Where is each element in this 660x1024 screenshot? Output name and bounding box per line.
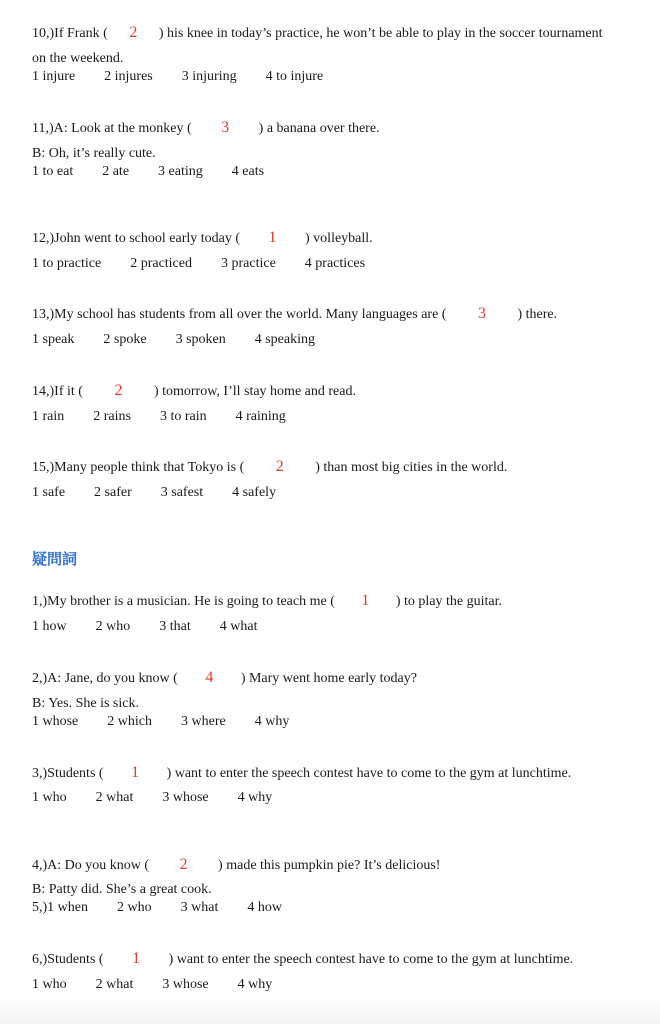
question-continuation: on the weekend. — [32, 51, 124, 66]
option: 5,)1 when — [32, 900, 88, 915]
question-suffix: ) his knee in today’s practice, he won’t be able to play in the soccer tournament — [158, 26, 603, 41]
option: 2 which — [107, 714, 152, 729]
question-suffix: ) a banana over there. — [258, 121, 380, 136]
option: 2 what — [95, 790, 134, 805]
options-row — [32, 484, 305, 502]
question-suffix: ) than most big cities in the world. — [315, 460, 508, 475]
option: 1 who — [32, 790, 67, 805]
option: 4 safely — [232, 485, 277, 500]
answer-number: 3 — [221, 119, 230, 136]
answer-number: 1 — [132, 950, 141, 967]
question-prefix: 13,)My school has students from all over the world. Many languages are ( — [32, 307, 447, 322]
question-prefix: 11,)A: Look at the monkey ( — [32, 121, 192, 136]
option: 3 injuring — [181, 69, 237, 84]
question-1 — [32, 592, 502, 611]
question-11 — [32, 119, 380, 138]
answer-number: 1 — [131, 764, 140, 781]
question-continuation: B: Patty did. She’s a great cook. — [32, 882, 212, 897]
option: 1 to eat — [32, 164, 74, 179]
option: 4 to injure — [265, 69, 324, 84]
option: 4 how — [247, 900, 282, 915]
question-14 — [32, 382, 356, 401]
question-suffix: ) made this pumpkin pie? It’s delicious! — [218, 858, 441, 873]
question-prefix: 4,)A: Do you know ( — [32, 858, 150, 873]
option: 3 spoken — [175, 332, 226, 347]
option: 3 safest — [160, 485, 204, 500]
question-3 — [32, 764, 571, 783]
question-6 — [32, 950, 573, 969]
question-prefix: 14,)If it ( — [32, 384, 83, 399]
option: 4 eats — [231, 164, 265, 179]
options-row — [32, 789, 301, 807]
options-row — [32, 408, 315, 426]
answer-number: 1 — [268, 229, 277, 246]
option: 2 what — [95, 977, 134, 992]
option: 1 who — [32, 977, 67, 992]
options-row — [32, 163, 293, 181]
question-2 — [32, 669, 417, 688]
option: 3 whose — [162, 790, 209, 805]
option: 3 practice — [220, 256, 276, 271]
section-heading: 疑問詞 — [32, 552, 78, 568]
question-prefix: 10,)If Frank ( — [32, 26, 108, 41]
option: 1 whose — [32, 714, 79, 729]
option: 2 who — [95, 619, 131, 634]
options-row — [32, 68, 352, 86]
question-prefix: 3,)Students ( — [32, 766, 104, 781]
bottom-shadow — [0, 998, 660, 1024]
answer-number: 2 — [179, 856, 188, 873]
question-prefix: 12,)John went to school early today ( — [32, 231, 241, 246]
option: 3 where — [181, 714, 226, 729]
option: 1 rain — [32, 409, 65, 424]
option: 4 why — [254, 714, 290, 729]
question-15 — [32, 458, 507, 477]
option: 2 who — [117, 900, 152, 915]
question-suffix: ) there. — [517, 307, 558, 322]
question-suffix: ) to play the guitar. — [395, 594, 503, 609]
options-row — [32, 618, 286, 636]
question-suffix: ) tomorrow, I’ll stay home and read. — [153, 384, 356, 399]
question-suffix: ) volleyball. — [305, 231, 373, 246]
question-prefix: 1,)My brother is a musician. He is going to teach me ( — [32, 594, 335, 609]
option: 3 what — [180, 900, 219, 915]
question-prefix: 6,)Students ( — [32, 952, 104, 967]
answer-number: 1 — [361, 592, 370, 609]
answer-number: 2 — [114, 382, 123, 399]
question-continuation: B: Oh, it’s really cute. — [32, 146, 156, 161]
option: 2 ate — [102, 164, 130, 179]
answer-number: 4 — [205, 669, 214, 686]
option: 2 rains — [93, 409, 131, 424]
question-12 — [32, 229, 373, 248]
answer-number: 2 — [275, 458, 284, 475]
option: 3 whose — [162, 977, 209, 992]
option: 3 to rain — [159, 409, 207, 424]
option: 2 safer — [94, 485, 132, 500]
option: 3 that — [159, 619, 191, 634]
option: 3 eating — [158, 164, 203, 179]
options-row — [32, 255, 394, 273]
question-4 — [32, 856, 440, 875]
option: 4 what — [219, 619, 258, 634]
option: 4 practices — [304, 256, 366, 271]
option: 4 why — [237, 977, 273, 992]
question-suffix: ) Mary went home early today? — [240, 671, 417, 686]
question-suffix: ) want to enter the speech contest have to come to the gym at lunchtime. — [166, 766, 572, 781]
options-row — [32, 713, 318, 731]
question-prefix: 2,)A: Jane, do you know ( — [32, 671, 178, 686]
options-row — [32, 976, 301, 994]
option: 4 speaking — [254, 332, 315, 347]
question-continuation: B: Yes. She is sick. — [32, 696, 139, 711]
option: 1 to practice — [32, 256, 102, 271]
option: 2 spoke — [103, 332, 147, 347]
options-row — [32, 331, 344, 349]
question-10 — [32, 24, 603, 43]
option: 4 raining — [235, 409, 286, 424]
question-prefix: 15,)Many people think that Tokyo is ( — [32, 460, 245, 475]
option: 1 speak — [32, 332, 75, 347]
question-13 — [32, 305, 557, 324]
option: 1 safe — [32, 485, 66, 500]
question-suffix: ) want to enter the speech contest have to come to the gym at lunchtime. — [168, 952, 574, 967]
option: 1 injure — [32, 69, 76, 84]
answer-number: 3 — [477, 305, 486, 322]
option: 1 how — [32, 619, 67, 634]
option: 2 practiced — [130, 256, 192, 271]
option: 2 injures — [104, 69, 153, 84]
answer-number: 2 — [129, 24, 138, 41]
option: 4 why — [237, 790, 273, 805]
options-row — [32, 899, 311, 917]
